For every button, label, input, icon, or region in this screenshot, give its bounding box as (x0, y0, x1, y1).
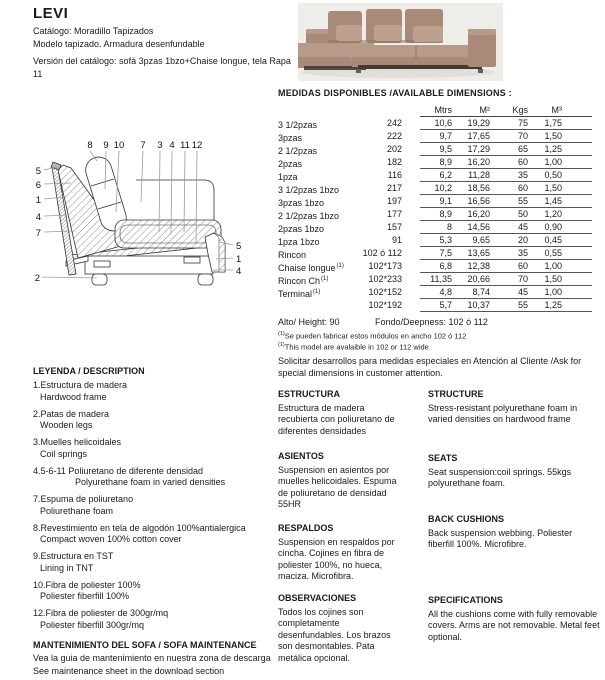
diagram-label: 5 (35, 166, 41, 177)
legend-item (33, 437, 285, 460)
module-width: 177 (386, 209, 402, 219)
cell-m2: 19,29 (467, 118, 490, 128)
cell-m3: 0,55 (544, 248, 562, 258)
legend-list (33, 380, 285, 637)
cell-m3: 1,20 (544, 209, 562, 219)
spec-heading: RESPALDOS (278, 523, 334, 533)
cell-m2: 10,37 (467, 300, 490, 310)
legend-item-es: 10.Fibra de poliester 100% (33, 579, 141, 590)
legend-item-en: Poliester fiberfill 300gr/mq (40, 619, 145, 630)
module-name: 2 1/2pzas (278, 146, 318, 156)
legend-item-es: 1.Estructura de madera (33, 380, 128, 390)
diagram-label: 6 (35, 180, 41, 191)
height-label: Alto/ Height: 90 (278, 317, 340, 327)
catalog-line: Catálogo: Moradillo Tapizados (33, 26, 154, 36)
cell-m3: 1,50 (544, 131, 562, 141)
cell-mtrs: 6,8 (439, 261, 452, 271)
module-width: 116 (387, 170, 402, 180)
table-row (278, 130, 594, 143)
cell-m3: 1,00 (544, 287, 562, 297)
column-header-m2: M² (479, 105, 490, 115)
table-row (278, 234, 594, 247)
module-name: Terminal$^{(1)}$ (278, 289, 321, 299)
legend-item-en: Coil springs (40, 448, 88, 459)
legend-item-en: Lining in TNT (40, 562, 94, 573)
cell-kgs: 50 (517, 209, 528, 219)
sofa-section-diagram (8, 134, 266, 296)
spec-estructura (278, 389, 400, 437)
spec-heading: OBSERVACIONES (278, 593, 357, 603)
legend-item-en: Hardwood frame (40, 391, 107, 402)
cell-kgs: 55 (517, 300, 528, 310)
cell-m2: 20,66 (467, 274, 490, 284)
cell-m2: 16,20 (467, 209, 490, 219)
cell-m2: 8,74 (472, 287, 490, 297)
cell-m3: 1,25 (544, 144, 562, 154)
cell-mtrs: 10,6 (434, 118, 452, 128)
spec-heading: ASIENTOS (278, 451, 324, 461)
maintenance-es: Vea la guia de mantenimiento en nuestra zona de descarga (33, 653, 271, 663)
cell-mtrs: 9,5 (439, 144, 452, 154)
table-row (278, 195, 594, 208)
module-width: 102*192 (368, 300, 402, 310)
cell-mtrs: 10,2 (434, 183, 452, 193)
diagram-label: 1 (236, 254, 242, 265)
legend-item (33, 409, 285, 432)
cell-m3: 1,00 (544, 261, 562, 271)
slat (184, 257, 200, 263)
cell-m2: 16,20 (467, 157, 490, 167)
table-row (278, 208, 594, 221)
cell-mtrs: 6,2 (439, 170, 452, 180)
cell-kgs: 75 (517, 118, 528, 128)
legend-item (33, 494, 285, 517)
spec-body: Stress-resistant polyurethane foam in varied densities on hardwood frame (428, 402, 578, 424)
version-line: Versión del catálogo: sofá 3pzas 1bzo+Chaise longue, tela Rapa 11 (33, 56, 291, 79)
special-dimensions-note: Solicitar desarrollos para medidas especiales en Atención al Cliente /Ask for special dimensions in customer attention. (278, 356, 582, 378)
module-name: 3pzas 1bzo (278, 198, 325, 208)
diagram-label: 4 (35, 212, 41, 223)
table-row (278, 156, 594, 169)
cell-m3: 1,25 (544, 300, 562, 310)
spec-body: All the cushions come with fully removable covers. Arms are not removable. Metal feet optional. (428, 608, 600, 642)
module-name: Chaise longue$^{(1)}$ (278, 263, 344, 273)
cell-mtrs: 5,7 (439, 300, 452, 310)
legend-item (33, 380, 285, 403)
module-name: Rincon (278, 250, 307, 260)
cell-m2: 17,65 (467, 131, 490, 141)
cell-m3: 1,45 (544, 196, 562, 206)
legend-item (33, 608, 285, 631)
diagram-label: 8 (87, 140, 93, 151)
diagram-label: 11 (180, 140, 190, 151)
spec-structure (428, 389, 600, 426)
cell-kgs: 60 (517, 183, 528, 193)
table-row (278, 247, 594, 260)
spec-heading: STRUCTURE (428, 389, 484, 399)
throw-pillows (336, 25, 443, 42)
back-frame-outline (136, 180, 214, 222)
legend-item (33, 523, 285, 546)
legend-item-en: Poliurethane foam (40, 505, 114, 516)
table-row (278, 117, 594, 130)
legend-item-en: Poliester fiberfill 100% (40, 591, 130, 601)
cell-mtrs: 8 (446, 222, 452, 232)
dimensions-heading: MEDIDAS DISPONIBLES /AVAILABLE DIMENSIONS : (278, 88, 512, 98)
legend-item-es: 4.5-6-11 Poliuretano de diferente densidad (33, 465, 203, 476)
footnote-marker: (1) (278, 331, 285, 337)
cell-m3: 1,00 (544, 157, 562, 167)
cell-kgs: 60 (517, 261, 528, 271)
diagram-label: 2 (34, 273, 40, 284)
cell-m3: 0,45 (544, 235, 562, 245)
module-width: 182 (386, 157, 402, 167)
footnote-es: $^{(1)}$Se pueden fabricar estos módulos en ancho 102 ó 112 (278, 331, 467, 341)
left-leg (92, 274, 107, 285)
cell-m2: 9,65 (472, 235, 490, 245)
spec-body: Todos los cojines son completamente desenfundables. Los brazos son desmontables. Pata metálica opcional. (278, 606, 391, 663)
cell-m3: 0,50 (544, 170, 562, 180)
cell-mtrs: 7,5 (439, 248, 452, 258)
legend-item-es: 8.Revestimiento en tela de algodón 100%antialergica (33, 522, 246, 533)
cell-m2: 18,56 (467, 183, 490, 193)
cell-kgs: 35 (517, 248, 528, 258)
module-name: 1pza 1bzo (278, 237, 320, 247)
diagram-label: 10 (113, 140, 125, 151)
module-width: 102*173 (368, 261, 402, 271)
diagram-label: 7 (140, 140, 146, 151)
model-line: Modelo tapizado. Armadura desenfundable (33, 39, 205, 49)
module-width: 102 ó 112 (362, 248, 402, 258)
module-name: 3 1/2pzas (278, 120, 318, 130)
cell-m2: 17,29 (467, 144, 490, 154)
legend-item-en: Compact woven 100% cotton cover (40, 534, 182, 544)
legend-item-es: 9.Estructura en TST (33, 551, 114, 561)
table-row (278, 143, 594, 156)
legend-item-es: 12.Fibra de poliester de 300gr/mq (33, 608, 169, 618)
table-header-row (278, 104, 594, 117)
spec-body: Estructura de madera recubierta con poliuretano de diferentes densidades (278, 402, 395, 436)
seat-cushion (115, 220, 221, 248)
module-width: 217 (386, 183, 402, 193)
cell-mtrs: 5,3 (439, 235, 452, 245)
footnote-marker: (1) (313, 289, 321, 295)
module-name: 3 1/2pzas 1bzo (278, 185, 340, 195)
legend-item-es: 3.Muelles helicoidales (33, 437, 122, 447)
legend-item (33, 466, 285, 489)
table-row (278, 182, 594, 195)
maintenance-en: See maintenance sheet in the download section (33, 666, 225, 676)
module-width: 197 (386, 196, 402, 206)
diagram-label: 3 (157, 140, 163, 151)
module-width: 157 (386, 222, 402, 232)
module-width: 242 (386, 118, 402, 128)
module-width: 202 (386, 144, 402, 154)
diagram-label: 1 (35, 195, 41, 206)
cell-m2: 13,65 (467, 248, 490, 258)
spec-heading: ESTRUCTURA (278, 389, 340, 399)
cell-kgs: 45 (517, 222, 528, 232)
spec-back-cushions (428, 514, 600, 551)
module-name: 3pzas (278, 133, 303, 143)
table-row (278, 286, 594, 299)
catalog-info (33, 25, 291, 81)
legend-item-es: 2.Patas de madera (33, 408, 110, 419)
diagram-label: 5 (236, 241, 242, 252)
diagram-drawing (51, 154, 225, 285)
legend-item-en: Wooden legs (40, 420, 93, 430)
cell-kgs: 20 (517, 235, 528, 245)
cell-mtrs: 11,35 (430, 274, 452, 284)
cell-m3: 1,50 (544, 274, 562, 284)
table-row (278, 273, 594, 286)
height-depth-line (278, 317, 598, 327)
cell-m2: 12,38 (467, 261, 490, 271)
footnote-marker: (1) (278, 342, 285, 348)
module-name: 2pzas (278, 159, 303, 169)
cell-mtrs: 9,1 (439, 196, 452, 206)
spec-respaldos (278, 523, 400, 583)
dimensions-table (278, 104, 594, 312)
diagram-label: 9 (103, 140, 109, 151)
slat (94, 261, 110, 267)
cell-m3: 0,90 (544, 222, 562, 232)
module-width: 102*233 (368, 274, 402, 284)
cell-kgs: 35 (517, 170, 528, 180)
spec-body: Seat suspension:coil springs. 55kgs polyurethane foam. (428, 466, 572, 488)
diagram-label: 12 (191, 140, 203, 151)
spec-seats (428, 453, 600, 490)
table-row (278, 260, 594, 273)
module-name: 2 1/2pzas 1bzo (278, 211, 340, 221)
module-name: 1pza (278, 172, 298, 182)
spec-observaciones (278, 593, 400, 664)
spec-heading: BACK CUSHIONS (428, 514, 505, 524)
module-name: Rincon Ch$^{(1)}$ (278, 276, 329, 286)
legend-item-es: 7.Espuma de poliuretano (33, 494, 134, 504)
footnote-en: $^{(1)}$This model are avalaible in 102 or 112 wide (278, 342, 429, 352)
cell-m2: 14,56 (467, 222, 490, 232)
cell-m3: 1,75 (544, 118, 562, 128)
cell-m2: 16,56 (467, 196, 490, 206)
cell-mtrs: 8,9 (439, 209, 452, 219)
table-body (278, 117, 594, 312)
spec-body: Back suspension webbing. Poliester fiberfill 100%. Microfibre. (428, 527, 573, 549)
module-name (278, 299, 358, 312)
legend-item-en: Polyurethane foam in varied densities (75, 477, 226, 487)
cell-m2: 11,28 (468, 170, 490, 180)
cell-kgs: 45 (517, 287, 528, 297)
legend-item (33, 580, 285, 603)
cell-kgs: 60 (517, 157, 528, 167)
diagram-label: 4 (169, 140, 175, 151)
cell-mtrs: 9,7 (439, 131, 452, 141)
column-header-mtrs: Mtrs (434, 105, 452, 115)
module-width: 102*152 (368, 287, 402, 297)
right-leg (198, 274, 213, 285)
spec-heading: SEATS (428, 453, 458, 463)
cell-mtrs: 8,9 (439, 157, 452, 167)
diagram-label: 4 (236, 266, 242, 277)
spec-body: Suspension en respaldos por cincha. Cojines en fibra de poliester 100%, no hueca, maciza. Microfibra. (278, 536, 395, 581)
spec-asientos (278, 451, 400, 511)
footnote-marker: (1) (336, 263, 344, 269)
module-width: 91 (391, 235, 402, 245)
table-row (278, 299, 594, 312)
legend-item (33, 551, 285, 574)
sofa-photo (298, 3, 503, 81)
diagram-label: 7 (35, 228, 41, 239)
maintenance-section (33, 639, 313, 678)
column-header-m3: M³ (551, 105, 562, 115)
spec-body: Suspension en asientos por muelles helicoidales. Espuma de poliuretano de densidad 55HR (278, 464, 397, 509)
legend-heading: LEYENDA / DESCRIPTION (33, 366, 145, 376)
spec-specifications (428, 595, 600, 643)
module-name: 2pzas 1bzo (278, 224, 325, 234)
page-title: LEVI (33, 5, 69, 22)
maintenance-heading: MANTENIMIENTO DEL SOFA / SOFA MAINTENANCE (33, 640, 257, 650)
table-row (278, 169, 594, 182)
footnote-marker: (1) (321, 276, 329, 282)
cell-kgs: 55 (517, 196, 528, 206)
cell-m3: 1,50 (544, 183, 562, 193)
module-width: 222 (386, 131, 402, 141)
cell-kgs: 70 (517, 274, 528, 284)
column-header-kgs: Kgs (512, 105, 528, 115)
depth-label: Fondo/Deepness: 102 ó 112 (375, 317, 488, 327)
cell-kgs: 65 (517, 144, 528, 154)
spec-heading: SPECIFICATIONS (428, 595, 503, 605)
table-row (278, 221, 594, 234)
cell-mtrs: 4,8 (439, 287, 452, 297)
cell-kgs: 70 (517, 131, 528, 141)
